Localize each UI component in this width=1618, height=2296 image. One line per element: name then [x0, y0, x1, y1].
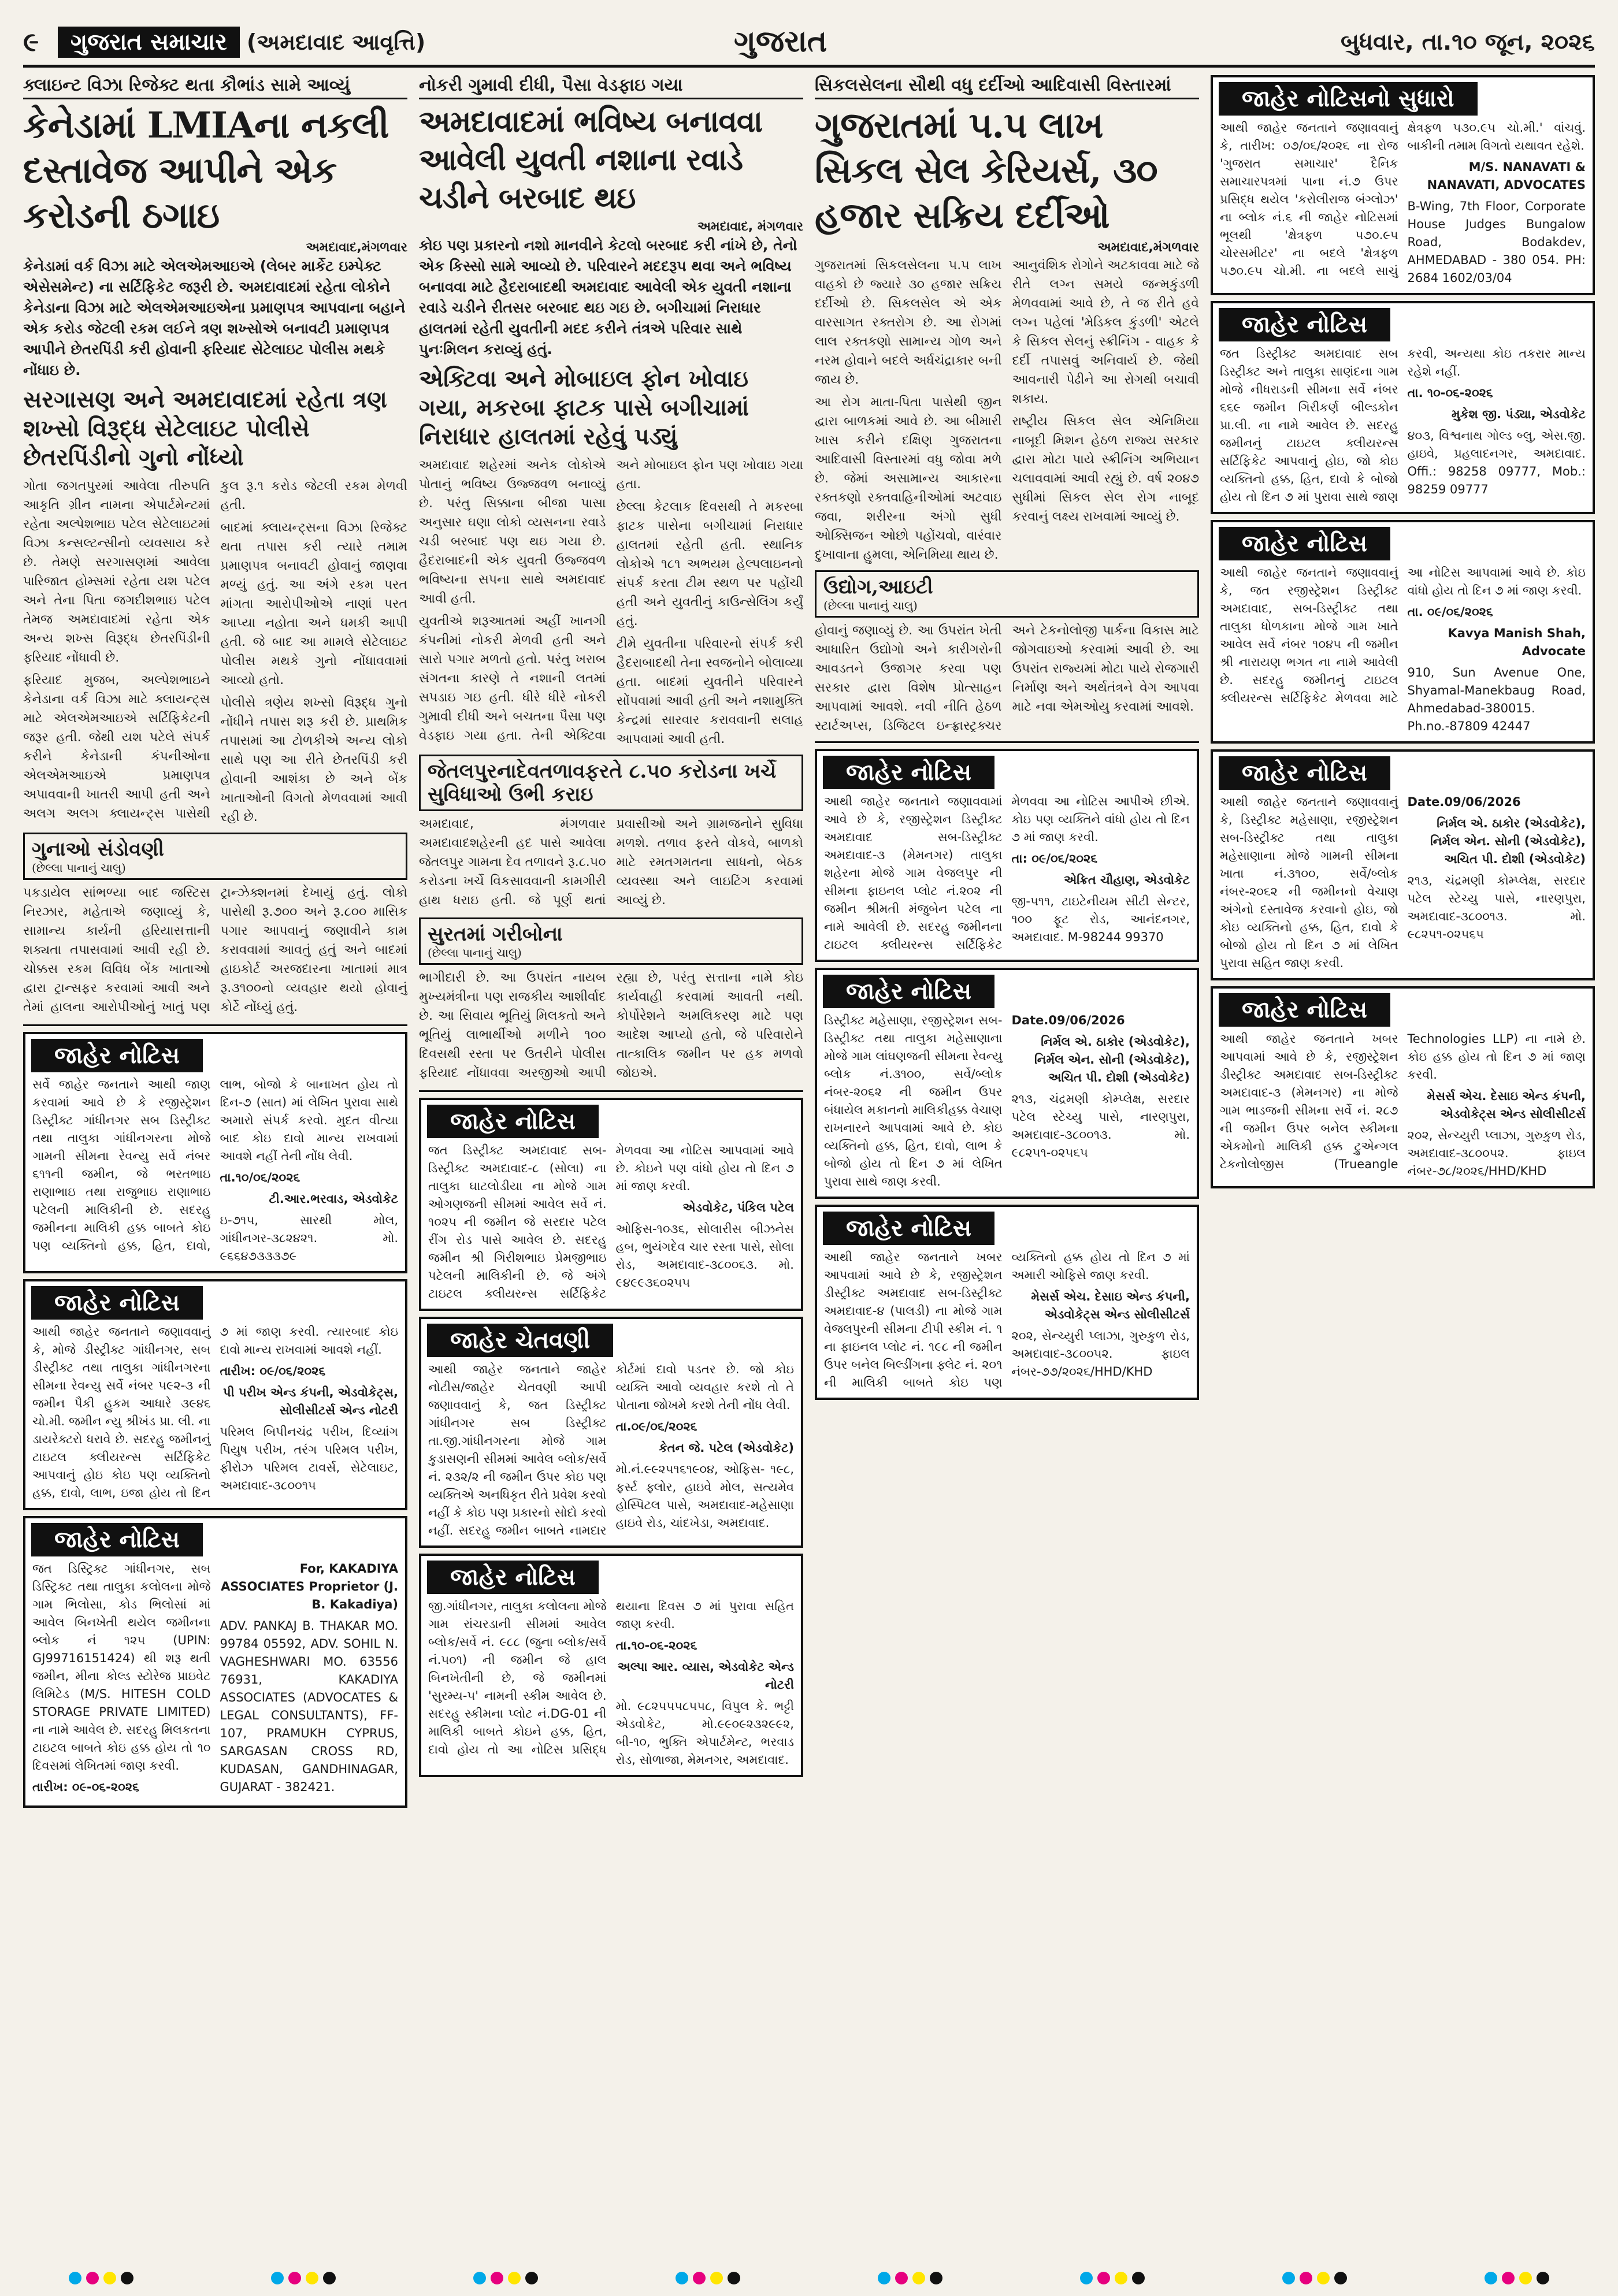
- notice-heading: જાહેર નોટિસ: [823, 975, 994, 1008]
- paragraph: ફરિયાદ મુજબ, અલ્પેશભાઇને કેનેડાના વર્ક વિઝા માટે ક્લાયન્ટ્સ માટે એલએમઆઇએ સર્ટિફિકેટની જરૂર હતી. જેથી યશ પટેલે સંપર્ક કરીને કેનેડાની કંપનીઓના એલએમઆઇએ પ્રમાણપત્ર અપાવવાની ખાતરી આપી હતી અને અલગ અલગ ક્લાયન્ટ્સ પાસેથી કુલ રૂ.૧ કરોડ જેટલી રકમ મેળવી હતી.: [23, 479, 407, 821]
- masthead: [23, 20, 1595, 68]
- notice-11: [1211, 301, 1595, 514]
- industry-cont-title: ઉદ્યોગ,આઇટી: [823, 575, 933, 599]
- registration-dot: [525, 2272, 538, 2284]
- story3-byline: અમદાવાદ,મંગળવાર: [1097, 240, 1199, 255]
- notice-heading: જાહેર નોટિસ: [823, 756, 994, 789]
- notice-date: તારીખ: ૦૯/૦૬/૨૦૨૬: [220, 1364, 326, 1378]
- paragraph: આનુવંશિક રોગોને અટકાવવા માટે જે રીતે લગ્ન સમયે જન્મકુંડળી મેળવવામાં આવે છે, તે જ રીતે હવે લગ્ન પહેલાં 'મેડિકલ કુંડળી' એટલે કે સિકલ સેલનું સ્ક્રીનિંગ - વાહક કે દર્દી તપાસવું અનિવાર્ય છે. જેથી આવનારી પેઢીને આ રોગથી બચાવી શકાય.: [1012, 258, 1199, 406]
- registration-dot-group: [473, 2272, 538, 2289]
- notice-heading: જાહેર નોટિસ: [1219, 993, 1390, 1027]
- notice-6: [419, 1554, 803, 1777]
- registration-dot: [930, 2272, 942, 2284]
- notice-date: તા.૦૯/૦૬/૨૦૨૬: [615, 1420, 697, 1433]
- notice-address: ૪૦૩, વિશ્વનાથ ગોલ્ડ બ્લુ, એસ.જી. હાઇવે, પ્રહલાદનગર, અમદાવાદ. Offi.: 98258 09777, Mob.: 98259 09777: [1407, 429, 1586, 496]
- notice-text: ડિસ્ટ્રીક્ટ મહેસાણા, રજીસ્ટ્રેશન સબ-ડિસ્ટ્રીક્ટ તથા તાલુકા મહેસાણાના મોજે ગામ લાંઘણજની સીમના રેવન્યુ બ્લોક નં.૩૧૦૦, સર્વે/બ્લોક નંબર-૨૦૬૨ ની જમીન ઉપર બંધાયેલ મકાનનો માલિકીહક્ક વેચાણ રાખનારને આપવામાં આવે છે. કોઇ વ્યક્તિનો હક્ક, હિત, દાવો, લાભ કે બોજો હોય તો દિન ૭ માં લેખિત પુરાવા સાથે જાણ કરવી.: [824, 1013, 1003, 1188]
- notice-date: તા. ૧૦-૦૬-૨૦૨૬: [1407, 386, 1493, 400]
- notice-body: [1213, 793, 1593, 978]
- notice-body: [421, 1597, 801, 1775]
- notice-body: [817, 793, 1197, 960]
- notice-address: ઇ-૭૧૫, સારથી મોલ, ગાંધીનગર-૩૮૨૪૨૧. મો. ૯૬૬૪૭૩૩૩૭૯: [220, 1213, 398, 1263]
- story2-kicker: નોકરી ગુમાવી દીધી, પૈસા વેડફાઇ ગયા: [419, 75, 803, 99]
- notice-heading: જાહેર નોટિસ: [31, 1039, 203, 1072]
- notice-4: [419, 1098, 803, 1311]
- notice-signatory: પી પરીખ એન્ડ કંપની, એડવોકેટ્સ, સોલીસીટર્સ એન્ડ નોટરી: [223, 1385, 398, 1417]
- registration-dot: [1080, 2272, 1093, 2284]
- registration-dot: [508, 2272, 521, 2284]
- registration-dot: [912, 2272, 925, 2284]
- industry-cont-body: [815, 621, 1199, 735]
- notice-address: ADV. PANKAJ B. THAKAR MO. 99784 05592, ADV. SOHIL N. VAGHESHWARI MO. 63556 76931, KAKADIYA ASSOCIATES (ADVOCATES & LEGAL CONSULTANTS), FF-107, PRAMUKH CYPRUS, SARGASAN CROSS RD, KUDASAN, GANDHINAGAR, GUJARAT - 382421.: [220, 1619, 398, 1794]
- registration-dot: [491, 2272, 503, 2284]
- notice-heading: જાહેર નોટિસ: [31, 1523, 203, 1556]
- notice-address: B-Wing, 7th Floor, Corporate House Judges Bungalow Road, Bodakdev, AHMEDABAD - 380 054. PH: 2684 1602/03/04: [1407, 199, 1586, 285]
- registration-dot: [1502, 2272, 1515, 2284]
- divider: [23, 1024, 407, 1026]
- story3-headline: ગુજરાતમાં ૫.૫ લાખ સિકલ સેલ કેરિયર્સ, ૩૦ હજાર સક્રિય દર્દીઓ: [815, 104, 1157, 236]
- notice-text: જત ડિસ્ટ્રીક્ટ અમદાવાદ સબ ડિસ્ટ્રીક્ટ અને તાલુકા સાણંદના ગામ મોજે નીધરાડની સીમના સર્વે નંબર ૬૬૯ જમીન ગિરીકર્ણ બીલ્ડકોન પ્રા.લી. ના નામે આવેલ છે. સદરહુ જમીનનું ટાઇટલ ક્લીયરન્સ સર્ટિફિકેટ આપવાનું હોઇ, જો કોઇ વ્યક્તિનો હક્ક, હિત, દાવો કે બોજો હોય તો દિન ૭ માં પુરાવા સાથે જાણ કરવી, અન્યથા કોઇ તકરાર માન્ય રહેશે નહીં.: [1220, 347, 1586, 504]
- paragraph: ભાગીદારી છે. આ ઉપરાંત નાયબ મુખ્યમંત્રીના પણ રાજકીય આશીર્વાદ છે. આ સિવાય ભૂતિયું મિલકતો અને ભૂતિયું લાભાર્થીઓ મળીને ૧૦૦ દિવસથી રસ્તા પર ઉતરીને પોલીસ ફરિયાદ નોંધાવવા અરજીઓ આપી રહ્યા છે, પરંતુ સત્તાના નામે કોઇ કાર્યવાહી કરવામાં આવતી નથી. કોર્પોરેશને અમલિકરણ માટે પણ આદેશ આપ્યો હતો, જે પરિવારોને તાત્કાલિક જમીન પર હક મળવો જોઇએ.: [419, 971, 803, 1080]
- divider: [419, 1090, 803, 1092]
- crime-cont-title: ગુનાઓ સંડોવણી: [32, 838, 164, 861]
- issue-date: બુધવાર, તા.૧૦ જૂન, ૨૦૨૬: [1341, 29, 1595, 55]
- notice-14: [1211, 986, 1595, 1188]
- registration-dot-group: [878, 2272, 942, 2289]
- paragraph: બાદમાં ક્લાયન્ટ્સના વિઝા રિજેક્ટ થતા તપાસ કરી ત્યારે તમામ પ્રમાણપત્ર બનાવટી હોવાનું જાણવા મળ્યું હતું. આ અંગે રકમ પરત માંગતા આરોપીઓએ નાણાં પરત આપ્યા નહોતા અને ધમકી આપી હતી. જે બાદ આ મામલે સેટેલાઇટ પોલીસ મથકે ગુનો નોંધાવવામાં આવ્યો હતો.: [220, 521, 407, 688]
- notice-body: [1213, 345, 1593, 512]
- section-title: ગુજરાત: [734, 24, 827, 59]
- story1-subhead: સરગાસણ અને અમદાવાદમાં રહેતા ત્રણ શખ્સો વિરૂદ્ધ સેટેલાઇટ પોલીસે છેતરપિંડીનો ગુનો નોંધ્યો: [23, 386, 387, 471]
- registration-dot: [710, 2272, 723, 2284]
- paragraph: આ રોગ માતા-પિતા પાસેથી જીન દ્વારા બાળકમાં આવે છે. આ બીમારી ખાસ કરીને દક્ષિણ ગુજરાતના આદિવાસી વિસ્તારમાં વધુ જોવા મળે છે. જેમાં અસામાન્ય આકારના રક્તકણો રક્તવાહિનીઓમાં અટવાઇ જવા, શરીરના અંગો સુધી ઓક્સિજન ઓછો પહોંચવો, વારંવાર દુખાવાના હુમલા, એનિમિયા થાય છે.: [815, 395, 1002, 562]
- story1-headline: કેનેડામાં LMIAના નકલી દસ્તાવેજ આપીને એક કરોડની ઠગાઇ: [23, 104, 389, 236]
- notice-signatory: For, KAKADIYA ASSOCIATES Proprietor (J. B. Kakadiya): [221, 1562, 398, 1611]
- notice-body: [421, 1361, 801, 1545]
- paragraph: યુવતીએ શરૂઆતમાં અહીં ખાનગી કંપનીમાં નોકરી મેળવી હતી અને સારો પગાર મળતો હતો. પરંતુ ખરાબ સંગતના કારણે તે નશાની લતમાં સપડાઇ ગઇ હતી. ધીરે ધીરે નોકરી ગુમાવી દીધી અને બચતના પૈસા પણ વેડફાઇ ગયા હતા. તેની એક્ટિવા અને મોબાઇલ ફોન પણ ખોવાઇ ગયા હતા.: [419, 458, 803, 743]
- paragraph: અમદાવાદ, મંગળવાર અમદાવાદશહેરની હદ પાસે આવેલા જેતલપુર ગામના દેવ તળાવને રૂ.૮.૫૦ કરોડના ખર્ચે વિકસાવવાની કામગીરી હાથ ધરાઇ હતી. જે પૂર્ણ થતાં પ્રવાસીઓ અને ગ્રામજનોને સુવિધા મળશે. તળાવ ફરતે વોકવે, બાળકો માટે રમતગમતના સાધનો, બેઠક વ્યવસ્થા અને લાઇટિંગ કરવામાં આવ્યું છે.: [419, 817, 803, 908]
- notice-address: 910, Sun Avenue One, Shyamal-Manekbaug Road, Ahmedabad-380015. Ph.no.-87809 42447: [1407, 666, 1586, 733]
- story2-body: [419, 456, 803, 749]
- paragraph: રાષ્ટ્રીય સિકલ સેલ એનિમિયા નાબૂદી મિશન હેઠળ રાજ્ય સરકાર દ્વારા મોટા પાયે સ્ક્રીનિંગ અભિયાન ચલાવવામાં આવી રહ્યું છે. વર્ષ ૨૦૪૭ સુધીમાં સિકલ સેલ રોગ નાબૂદ કરવાનું લક્ષ્ય રાખવામાં આવ્યું છે.: [1012, 414, 1199, 524]
- notice-heading: જાહેર ચેતવણી: [427, 1324, 613, 1357]
- story3-body: [815, 256, 1199, 564]
- notice-address: ૨૧૩, ચંદ્રમણી કોમ્પ્લેક્ષ, સરદાર પટેલ સ્ટેચ્યુ પાસે, નારણપુરા, અમદાવાદ-૩૮૦૦૧૩. મો. ૯૮૨૫૧-૦૨૫૬૫: [1407, 874, 1586, 941]
- notice-text: જત ડિસ્ટ્રિક્ટ ગાંધીનગર, સબ ડિસ્ટ્રિક્ટ તથા તાલુકા કલોલના મોજે ગામ ભિલોસા, કોડ ભિલોસાં માં આવેલ બિનખેતી થયેલ જમીનના બ્લોક નં ૧૨૫ (UPIN: GJ99716151424) થી શરૂ થતી જમીન, મીના કોલ્ડ સ્ટોરેજ પ્રાઇવેટ લિમિટેડ (M/S. HITESH COLD STORAGE PRIVATE LIMITED) ના નામે આવેલ છે. સદરહુ મિલકતના ટાઇટલ બાબતે કોઇ હક્ક હોય તો ૧૦ દિવસમાં લેખિતમાં જાણ કરવી.: [32, 1562, 211, 1773]
- registration-dot-group: [69, 2272, 133, 2289]
- paragraph: છેલ્લા કેટલાક દિવસથી તે મકરબા ફાટક પાસેના બગીચામાં નિરાધાર હાલતમાં રહેતી હતી. સ્થાનિક લોકોએ ૧૮૧ અભયમ હેલ્પલાઇનનો સંપર્ક કરતા ટીમ સ્થળ પર પહોંચી હતી અને યુવતીનું કાઉન્સેલિંગ કર્યું હતું.: [616, 500, 803, 629]
- lake-body: [419, 815, 803, 912]
- column-4: [1211, 75, 1595, 1194]
- notice-signatory: એડવોકેટ, પંકિલ પટેલ: [682, 1201, 794, 1214]
- paragraph: હોવાનું જણાવ્યું છે. આ ઉપરાંત ખેતી આધારિત ઉદ્યોગો અને કારીગરોની આવડતને ઉજાગર કરવા પણ સરકાર દ્વારા વિશેષ પ્રોત્સાહન આપવામાં આવશે. નવી નીતિ હેઠળ સ્ટાર્ટઅપ્સ, ડિજિટલ ઇન્ફ્રાસ્ટ્રક્ચર અને ટેકનોલોજી પાર્કના વિકાસ માટે જોગવાઇઓ કરવામાં આવી છે. આ ઉપરાંત રાજ્યમાં મોટા પાયે રોજગારી નિર્માણ અને અર્થતંત્રને વેગ આપવા માટે નવા એમઓયુ કરવામાં આવશે.: [815, 623, 1199, 733]
- notice-2: [23, 1279, 407, 1510]
- registration-dot-group: [676, 2272, 740, 2289]
- notice-text: આથી જાહેર જનતાને જણાવવાનું કે, મોજે ડીસ્ટ્રીક્ટ ગાંધીનગર, સબ ડીસ્ટ્રીક્ટ તથા તાલુકા ગાંધીનગરના સીમના રેવન્યુ સર્વે નંબર ૫૯૨-૩ ની જમીન પૈકી હુકમ આધારે ૩૯૪૬ ચો.મી. જમીન ન્યુ શ્રીખંડ પ્રા. લી. ના ડાયરેક્ટરો ધરાવે છે. સદરહુ જમીનનું ટાઇટલ ક્લીયરન્સ સર્ટિફિકેટ આપવાનું હોઇ કોઇ પણ વ્યક્તિનો હક્ક, દાવો, લાભ, ઇજા હોય તો દિન ૭ માં જાણ કરવી. ત્યારબાદ કોઇ દાવો માન્ય રાખવામાં આવશે નહીં.: [32, 1325, 398, 1500]
- registration-dot: [1097, 2272, 1110, 2284]
- paragraph: ગુજરાતમાં સિકલસેલના ૫.૫ લાખ વાહકો છે જ્યારે ૩૦ હજાર સક્રિય દર્દીઓ છે. સિકલસેલ એ એક વારસાગત રક્તરોગ છે. આ રોગમાં લાલ રક્તકણો સામાન્ય ગોળ અને નરમ હોવાને બદલે અર્ધચંદ્રાકાર બની જાય છે.: [815, 258, 1002, 387]
- registration-dot: [1519, 2272, 1532, 2284]
- notice-heading: જાહેર નોટિસ: [31, 1286, 203, 1320]
- registration-dot: [1537, 2272, 1549, 2284]
- story1-kicker: ક્લાઇન્ટ વિઝા રિજેક્ટ થતા કૌભાંડ સામે આવ્યું: [23, 75, 407, 99]
- registration-dot: [878, 2272, 890, 2284]
- registration-dot: [1282, 2272, 1295, 2284]
- notice-address: મો.નં.૯૯૨૫૧૬૧૯૦૪, ઓફિસ- ૧૯૮, ફર્સ્ટ ફ્લોર, હાઇવે મોલ, સત્યમેવ હોસ્પિટલ પાસે, અમદાવાદ-મહેસાણા હાઇવે રોડ, ચાંદખેડા, અમદાવાદ.: [615, 1462, 794, 1530]
- crime-cont-head: [23, 833, 407, 880]
- crime-cont-body: [23, 883, 407, 1019]
- notice-text: આથી જાહેર જનતાને જણાવવાનું કે, તારીખ: ૦૭/૦૬/૨૦૨૬ ના રોજ 'ગુજરાત સમાચાર' દૈનિક સમાચારપત્રમાં પાના નં.૭ ઉપર પ્રસિદ્ધ થયેલ 'કરોલીરાજ બંગ્લોઝ' ના બ્લોક નં.૬ ની જાહેર નોટિસમાં ભૂલથી 'ક્ષેત્રફળ ૫૭૦.૯૫ ચોરસમીટર' ના બદલે 'ક્ષેત્રફળ ૫૭૦.૯૫ ચો.મી. ના બદલે સાચું ક્ષેત્રફળ ૫૩૦.૯૫ ચો.મી.' વાંચવું. બાકીની તમામ વિગતો યથાવત રહેશે.: [1220, 121, 1586, 278]
- notice-heading: જાહેર નોટિસનો સુધારો: [1219, 82, 1478, 116]
- notice-body: [25, 1076, 405, 1271]
- registration-dot: [323, 2272, 336, 2284]
- crime-cont-tag: (છેલ્લા પાનાનું ચાલુ): [32, 861, 126, 875]
- notice-body: [1213, 1030, 1593, 1186]
- notice-heading: જાહેર નોટિસ: [823, 1212, 994, 1245]
- notice-8: [815, 968, 1199, 1199]
- notice-1: [23, 1032, 407, 1273]
- notice-text: આથી જાહેર જનતાને જણાવવાનું કે, ડિસ્ટ્રીક્ટ મહેસાણા, રજીસ્ટ્રેશન સબ-ડિસ્ટ્રીક્ટ તથા તાલુકા મહેસાણાના મોજે ગામની સીમના ખાતા નં.૩૧૦૦, સર્વે/બ્લોક નંબર-૨૦૬૨ ની જમીનનો વેચાણ અંગેનો દસ્તાવેજ કરવાનો હોઇ, જો કોઇ વ્યક્તિનો હક્ક, હિત, દાવો કે બોજો હોય તો દિન ૭ માં લેખિત પુરાવા સહિત જાણ કરવી.: [1220, 795, 1398, 970]
- notice-signatory: મુકેશ જી. પંડ્યા, એડવોકેટ: [1451, 407, 1586, 421]
- notice-text: આથી જાહેર જનતાને ખબર આપવામાં આવે છે કે, રજીસ્ટ્રેશન ડીસ્ટ્રીક્ટ અમદાવાદ સબ-ડિસ્ટ્રીક્ટ અમદાવાદ-૩ (મેમનગર) ના મોજે ગામ ભાડજની સીમના સર્વે નં. ૨૮૭ ની જમીન ઉપર બનેલ સ્કીમના એકમોનો માલિકી હક્ક ટ્રુએન્ગલ ટેકનોલોજીસ (Trueangle Technologies LLP) ના નામે છે. કોઇ હક્ક હોય તો દિન ૭ માં જાણ કરવી.: [1220, 1032, 1586, 1171]
- notice-signatory: Kavya Manish Shah, Advocate: [1448, 626, 1586, 658]
- notice-text: આથી જાહેર જનતાને જાહેર નોટીસ/જાહેર ચેતવણી આપી જણાવવાનું કે, જત ડિસ્ટ્રીક્ટ ગાંધીનગર સબ ડિસ્ટ્રીક્ટ તા.જી.ગાંધીનગરના મોજે ગામ કુડાસણની સીમમાં આવેલ બ્લોક/સર્વે નં. ૨૩૨/૨ ની જમીન ઉપર કોઇ પણ વ્યક્તિએ અનધિકૃત રીતે પ્રવેશ કરવો નહીં કે કોઇ પણ પ્રકારનો સોદો કરવો નહીં. સદરહુ જમીન બાબતે નામદાર કોર્ટમાં દાવો પડતર છે. જો કોઇ વ્યક્તિ આવો વ્યવહાર કરશે તો તે પોતાના જોખમે કરશે તેની નોંધ લેવી.: [428, 1362, 794, 1537]
- notice-date: તા: ૦૯/૦૬/૨૦૨૬: [1011, 852, 1098, 865]
- story2-headline: અમદાવાદમાં ભવિષ્ય બનાવવા આવેલી યુવતી નશાના રવાડે ચડીને બરબાદ થઇ: [419, 104, 763, 216]
- notice-signatory: ટી.આર.ભરવાડ, એડવોકેટ: [269, 1192, 398, 1206]
- notice-date: તા.૧૦/૦૬/૨૦૨૬: [220, 1171, 300, 1184]
- registration-dot-group: [1485, 2272, 1549, 2289]
- registration-dot: [676, 2272, 688, 2284]
- registration-dot: [895, 2272, 908, 2284]
- column-1: [23, 75, 407, 1814]
- registration-dot: [1115, 2272, 1127, 2284]
- story3-kicker: સિકલસેલના સૌથી વધુ દર્દીઓ આદિવાસી વિસ્તારમાં: [815, 75, 1199, 99]
- notice-date: Date.09/06/2026: [1407, 795, 1521, 809]
- notice-body: [25, 1560, 405, 1805]
- notice-7: [815, 749, 1199, 962]
- notice-heading: જાહેર નોટિસ: [1219, 756, 1390, 790]
- notice-text: આથી જાહેર જનતાને જણાવવામાં આવે છે કે, રજીસ્ટ્રેશન ડિસ્ટ્રીક્ટ અમદાવાદ સબ-ડિસ્ટ્રીક્ટ અમદાવાદ-૩ (મેમનગર) તાલુકા શહેરના મોજે ગામ વેજલપુર ની સીમના ફાઇનલ પ્લોટ નં.૨૦૨ ની જમીન શ્રીમતી મંજુબેન પટેલ ના નામે આવેલી છે. સદરહુ જમીનના ટાઇટલ ક્લીયરન્સ સર્ટિફિકેટ મેળવવા આ નોટિસ આપીએ છીએ. કોઇ પણ વ્યક્તિને વાંધો હોય તો દિન ૭ માં જાણ કરવી.: [824, 794, 1190, 952]
- notice-heading: જાહેર નોટિસ: [1219, 527, 1390, 560]
- notice-address: મો. ૯૮૨૫૫૫૮૫૫૮, વિપુલ કે. ભટ્ટી એડવોકેટ, મો.૯૯૦૯૨૩૨૯૯૨, બી-૧૦, ભુક્તિ એપાર્ટમેન્ટ, ભરવાડ રોડ, સોળાજા, મેમનગર, અમદાવાદ.: [615, 1699, 794, 1767]
- registration-dot: [728, 2272, 740, 2284]
- industry-cont-head: [815, 570, 1199, 618]
- notice-10: [1211, 75, 1595, 295]
- registration-marks: [0, 2272, 1618, 2289]
- notice-address: જી-૫૧૧, ટાઇટેનીયમ સીટી સેન્ટર, ૧૦૦ ફૂટ રોડ, આનંદનગર, અમદાવાદ. M-98244 99370: [1011, 894, 1190, 944]
- notice-signatory: નિર્મલ એ. ઠાકોર (એડવોકેટ), નિર્મલ એન. સોની (એડવોકેટ), અચિત પી. દોશી (એડવોકેટ): [1034, 1035, 1190, 1084]
- notice-address: ૨૦૨, સેન્ચ્યુરી પ્લાઝા, ગુરુકુળ રોડ, અમદાવાદ-૩૮૦૦૫૨. ફાઇલ નંબર-૭૭/૨૦૨૬/HHD/KHD: [1011, 1329, 1190, 1379]
- paragraph: પોલીસે ત્રણેય શખ્સો વિરૂદ્ધ ગુનો નોંધીને તપાસ શરૂ કરી છે. પ્રાથમિક તપાસમાં આ ટોળકીએ અન્ય લોકો સાથે પણ આ રીતે છેતરપિંડી કરી હોવાની આશંકા છે અને બેંક ખાતાઓની વિગતો મેળવવામાં આવી રહી છે.: [220, 696, 407, 824]
- edition: (અમદાવાદ આવૃત્તિ): [246, 29, 426, 55]
- poverty-cont-title: સુરતમાં ગરીબોના: [428, 923, 563, 946]
- registration-dot: [121, 2272, 133, 2284]
- paragraph: અમદાવાદ શહેરમાં અનેક લોકોએ પોતાનું ભવિષ્ય ઉજ્જવળ બનાવ્યું છે. પરંતુ સિક્કાના બીજા પાસા અનુસાર ઘણા લોકો વ્યસનના રવાડે ચડી બરબાદ પણ થઇ ગયા છે. હૈદરાબાદની એક યુવતી ઉજ્જવળ ભવિષ્યના સપના સાથે અમદાવાદ આવી હતી.: [419, 458, 606, 606]
- paper-name: ગુજરાત સમાચાર: [58, 27, 240, 58]
- lake-headline: જેતલપુરનાદેવતળાવફરતે ૮.૫૦ કરોડના ખર્ચે સુવિધાઓ ઉભી કરાઇ: [419, 755, 803, 811]
- poverty-cont-tag: (છેલ્લા પાનાનું ચાલુ): [428, 946, 522, 960]
- notice-signatory: M/S. NANAVATI & NANAVATI, ADVOCATES: [1427, 160, 1586, 192]
- notice-body: [25, 1323, 405, 1508]
- notice-address: ૨૦૨, સેન્ચ્યુરી પ્લાઝા, ગુરુકુળ રોડ, અમદાવાદ-૩૮૦૦૫૨. ફાઇલ નંબર-૭૮/૨૦૨૬/HHD/KHD: [1407, 1128, 1586, 1178]
- story1-byline: અમદાવાદ,મંગળવાર: [306, 240, 407, 255]
- registration-dot: [1485, 2272, 1497, 2284]
- notice-text: આથી જાહેર જનતાને ખબર આપવામાં આવે છે કે, રજીસ્ટ્રેશન ડીસ્ટ્રીક્ટ અમદાવાદ સબ-ડિસ્ટ્રીક્ટ અમદાવાદ-૪ (પાલડી) ના મોજે ગામ વેજલપુરની સીમના ટીપી સ્કીમ નં. ૧ ના ફાઇનલ પ્લોટ નં. ૧૯૮ ની જમીન ઉપર બનેલ બિલ્ડીંગના ફ્લેટ નં. ૨૦૧ ની માલિકી બાબતે કોઇ પણ વ્યક્તિનો હક્ક હોય તો દિન ૭ માં અમારી ઓફિસે જાણ કરવી.: [824, 1250, 1190, 1390]
- story2-lead: કોઇ પણ પ્રકારનો નશો માનવીને કેટલો બરબાદ કરી નાંખે છે, તેનો એક કિસ્સો સામે આવ્યો છે. પરિવારને મદદરૂપ થવા અને ભવિષ્ય બનાવવા માટે હૈદરાબાદથી અમદાવાદ આવેલી એક યુવતી નશાના રવાડે ચડીને રીતસર બરબાદ થઇ ગઇ છે. બગીચામાં નિરાધાર હાલતમાં રહેતી યુવતીની મદદ કરીને તંત્રએ પરિવાર સાથે પુનઃમિલન કરાવ્યું હતું.: [419, 237, 797, 358]
- story1-lead: કેનેડામાં વર્ક વિઝા માટે એલએમઆઇએ (લેબર માર્કેટ ઇમ્પેક્ટ એસેસમેન્ટ) ના સર્ટિફિકેટ જરૂરી છે. અમદાવાદમાં રહેતા લોકોને કેનેડાના વિઝા માટે એલએમઆઇએના પ્રમાણપત્ર આપવાના બહાને એક કરોડ જેટલી રકમ લઈને ત્રણ શખ્સોએ બનાવટી પ્રમાણપત્ર આપીને છેતરપિંડી કરી હોવાની ફરિયાદ સેટેલાઇટ પોલીસ મથકે નોંધાઇ છે.: [23, 258, 406, 378]
- notice-date: તા. ૦૯/૦૬/૨૦૨૬: [1407, 605, 1493, 619]
- paragraph: ગોતા જગતપુરમાં આવેલા તીરુપતિ આકૃતિ ગ્રીન નામના એપાર્ટમેન્ટમાં રહેતા અલ્પેશભાઇ પટેલ સેટેલાઇટમાં વિઝા કન્સલ્ટન્સીનો વ્યવસાય કરે છે. તેમણે સરગાસણમાં આવેલા પારિજાત હોમ્સમાં રહેતા યશ પટેલ અને તેના પિતા જગદીશભાઇ પટેલ તેમજ અમદાવાદમાં રહેતા એક અન્ય શખ્સ વિરૂદ્ધ છેતરપિંડીની ફરિયાદ નોંધાવી છે.: [23, 479, 210, 665]
- registration-dot: [1132, 2272, 1145, 2284]
- notice-address: ઓફિસ-૧૦૩૬, સોલારીસ બીઝનેસ હબ, ભુયંગદેવ ચાર રસ્તા પાસે, સોલા રોડ, અમદાવાદ-૩૮૦૦૬૩. મો. ૯૪૯૯૩૬૦૨૫૫: [615, 1222, 794, 1290]
- registration-dot: [1334, 2272, 1347, 2284]
- poverty-cont-head: [419, 917, 803, 965]
- registration-dot-group: [1080, 2272, 1145, 2289]
- notice-signatory: મેસર્સ એચ. દેસાઇ એન્ડ કંપની, એડવોકેટ્સ એન્ડ સોલીસીટર્સ: [1031, 1290, 1190, 1321]
- notice-date: તા.૧૦-૦૬-૨૦૨૬: [615, 1639, 697, 1652]
- poverty-cont-body: [419, 968, 803, 1084]
- notice-signatory: અલ્પા આર. વ્યાસ, એડવોકેટ એન્ડ નોટરી: [617, 1660, 794, 1692]
- registration-dot: [693, 2272, 706, 2284]
- registration-dot: [473, 2272, 486, 2284]
- registration-dot: [1300, 2272, 1312, 2284]
- notice-body: [421, 1142, 801, 1309]
- registration-dot: [271, 2272, 284, 2284]
- notice-body: [1213, 119, 1593, 293]
- notice-signatory: મેસર્સ એચ. દેસાઇ એન્ડ કંપની, એડવોકેટ્સ એન્ડ સોલીસીટર્સ: [1427, 1089, 1586, 1121]
- notice-address: ૨૧૩, ચંદ્રમણી કોમ્પ્લેક્ષ, સરદાર પટેલ સ્ટેચ્યુ પાસે, નારણપુરા, અમદાવાદ-૩૮૦૦૧૩. મો. ૯૮૨૫૧-૦૨૫૬૫: [1011, 1092, 1190, 1160]
- registration-dot: [103, 2272, 116, 2284]
- notice-address: પરિમલ બિપીનચંદ્ર પરીખ, દિવ્યાંગ પિયુષ પરીખ, તરંગ પરિમલ પરીખ, ફીરોઝ પરિમલ ટાવર્સ, સેટેલાઇટ, અમદાવાદ-૩૮૦૦૧૫: [220, 1425, 398, 1492]
- story1-body: [23, 477, 407, 827]
- notice-text: આથી જાહેર જનતાને જણાવવાનું કે, જત રજીસ્ટ્રેશન ડિસ્ટ્રીક્ટ અમદાવાદ, સબ-ડિસ્ટ્રીક્ટ તથા તાલુકા ધોળકાના મોજે ગામ ખાતે આવેલ સર્વે નંબર ૧૦૪૫ ની જમીન શ્રી નારાયણ ભગત ના નામે આવેલી છે. સદરહુ જમીનનું ટાઇટલ ક્લીયરન્સ સર્ટિફિકેટ મેળવવા માટે આ નોટિસ આપવામાં આવે છે. કોઇ વાંધો હોય તો દિન ૭ માં જાણ કરવી.: [1220, 566, 1586, 705]
- registration-dot-group: [271, 2272, 336, 2289]
- registration-dot: [306, 2272, 318, 2284]
- story2-subhead: એક્ટિવા અને મોબાઇલ ફોન ખોવાઇ ગયા, મકરબા ફાટક પાસે બગીચામાં નિરાધાર હાલતમાં રહેવું પડ્યું: [419, 365, 749, 450]
- notice-9: [815, 1205, 1199, 1400]
- notice-heading: જાહેર નોટિસ: [427, 1105, 599, 1138]
- notice-signatory: નિર્મલ એ. ઠાકોર (એડવોકેટ), નિર્મલ એન. સોની (એડવોકેટ), અચિત પી. દોશી (એડવોકેટ): [1430, 816, 1586, 866]
- story2-byline: અમદાવાદ, મંગળવાર: [697, 220, 803, 234]
- notice-text: જત ડિસ્ટ્રીક્ટ અમદાવાદ સબ-ડિસ્ટ્રીક્ટ અમદાવાદ-૮ (સોલા) ના તાલુકા ઘાટલોડીયા ના મોજે ગામ ઓગણજની સીમમાં આવેલ સર્વે નં. ૧૦૨૫ ની જમીન જે સરદાર પટેલ રીંગ રોડ પાસે આવેલ છે. સદરહુ જમીન શ્રી ગિરીશભાઇ પ્રેમજીભાઇ પટેલની માલિકીની છે. જે અંગે ટાઇટલ ક્લીયરન્સ સર્ટિફિકેટ મેળવવા આ નોટિસ આપવામાં આવે છે. કોઇને પણ વાંધો હોય તો દિન ૭ માં જાણ કરવી.: [428, 1143, 794, 1301]
- notice-body: [1213, 564, 1593, 741]
- notice-heading: જાહેર નોટિસ: [1219, 308, 1390, 341]
- industry-cont-tag: (છેલ્લા પાનાનું ચાલુ): [823, 599, 918, 612]
- divider: [815, 741, 1199, 743]
- page-number: ૯: [23, 26, 39, 57]
- notice-heading: જાહેર નોટિસ: [427, 1561, 599, 1594]
- notice-body: [817, 1012, 1197, 1197]
- notice-signatory: કેતન જે. પટેલ (એડવોકેટ): [658, 1441, 794, 1455]
- registration-dot: [86, 2272, 99, 2284]
- paragraph: ટીમે યુવતીના પરિવારનો સંપર્ક કરી હૈદરાબાદથી તેના સ્વજનોને બોલાવ્યા હતા. બાદમાં યુવતીને પરિવારને સોંપવામાં આવી હતી અને નશામુક્તિ કેન્દ્રમાં સારવાર કરાવવાની સલાહ આપવામાં આવી હતી.: [616, 637, 803, 746]
- notice-signatory: એક્રિત ચૌહાણ, એડવોકેટ: [1064, 873, 1190, 887]
- paragraph: પકડાયેલ સાંભળ્યા બાદ જસ્ટિસ નિરઝાર, મહેતાએ જણાવ્યું કે, સામાન્ય કાર્યની હરિયાસત્તાની શક્યતા તપાસવામાં આવી રહી છે. ચોક્કસ રકમ વિવિધ બેંક ખાતાઓ દ્વારા ટ્રાન્સફર કરવામાં આવી અને તેમાં હાલના આરોપીઓનું ખાતું પણ ટ્રાન્ઝેક્શનમાં દેખાયું હતું. લોકો પાસેથી રૂ.૭૦૦ અને રૂ.૮૦૦ માસિક પગાર આપવાનું જણાવીને કામ કરાવવામાં આવતું હતું અને બાદમાં હાઇકોર્ટ અરજદારના ખાતામાં માત્ર રૂ.૩૧૦૦નો વ્યવહાર થયો હોવાનું કોર્ટે નોંધ્યું હતું.: [23, 886, 407, 1015]
- notice-5: [419, 1317, 803, 1548]
- notice-date: Date.09/06/2026: [1011, 1013, 1125, 1027]
- notice-date: તારીખ: ૦૯-૦૬-૨૦૨૬: [32, 1780, 139, 1794]
- column-3: [815, 75, 1199, 1406]
- notice-text: જી.ગાંધીનગર, તાલુકા કલોલના મોજે ગામ રાંચરડાની સીમમાં આવેલ બ્લોક/સર્વે નં. ૯૮૮ (જુના બ્લોક/સર્વે નં.૫૦૧) ની જમીન જે હાલ બિનખેતીની છે, જે જમીનમાં 'સુરમ્ય-૫' નામની સ્કીમ આવેલ છે. સદરહુ સ્કીમના પ્લોટ નં.DG-01 ની માલિકી બાબતે કોઇને હક્ક, હિત, દાવો હોય તો આ નોટિસ પ્રસિદ્ધ થયાના દિવસ ૭ માં પુરાવા સહિત જાણ કરવી.: [428, 1599, 794, 1756]
- notice-13: [1211, 749, 1595, 980]
- notice-body: [817, 1249, 1197, 1398]
- registration-dot: [288, 2272, 301, 2284]
- notice-12: [1211, 520, 1595, 744]
- registration-dot: [1317, 2272, 1330, 2284]
- registration-dot-group: [1282, 2272, 1347, 2289]
- notice-text: સર્વે જાહેર જનતાને આથી જાણ કરવામાં આવે છે કે રજીસ્ટ્રેશન ડિસ્ટ્રીક્ટ ગાંધીનગર સબ ડિસ્ટ્રીક્ટ તથા તાલુકા ગાંધીનગરના મોજે ગામની સીમના રેવન્યુ સર્વે નંબર ૬૧૧ની જમીન, જે ભરતભાઇ રાણાભાઇ તથા રાજુભાઇ રાણાભાઇ પટેલની માલિકીની છે. સદરહુ જમીનના માલિકી હક્ક બાબતે કોઇ પણ વ્યક્તિનો હક્ક, હિત, દાવો, લાભ, બોજો કે બાનાખત હોય તો દિન-૭ (સાત) માં લેખિત પુરાવા સાથે અમારો સંપર્ક કરવો. મુદત વીત્યા બાદ કોઇ દાવો માન્ય રાખવામાં આવશે નહીં તેની નોંધ લેવી.: [32, 1078, 398, 1253]
- notice-3: [23, 1516, 407, 1808]
- registration-dot: [69, 2272, 81, 2284]
- column-2: [419, 75, 803, 1783]
